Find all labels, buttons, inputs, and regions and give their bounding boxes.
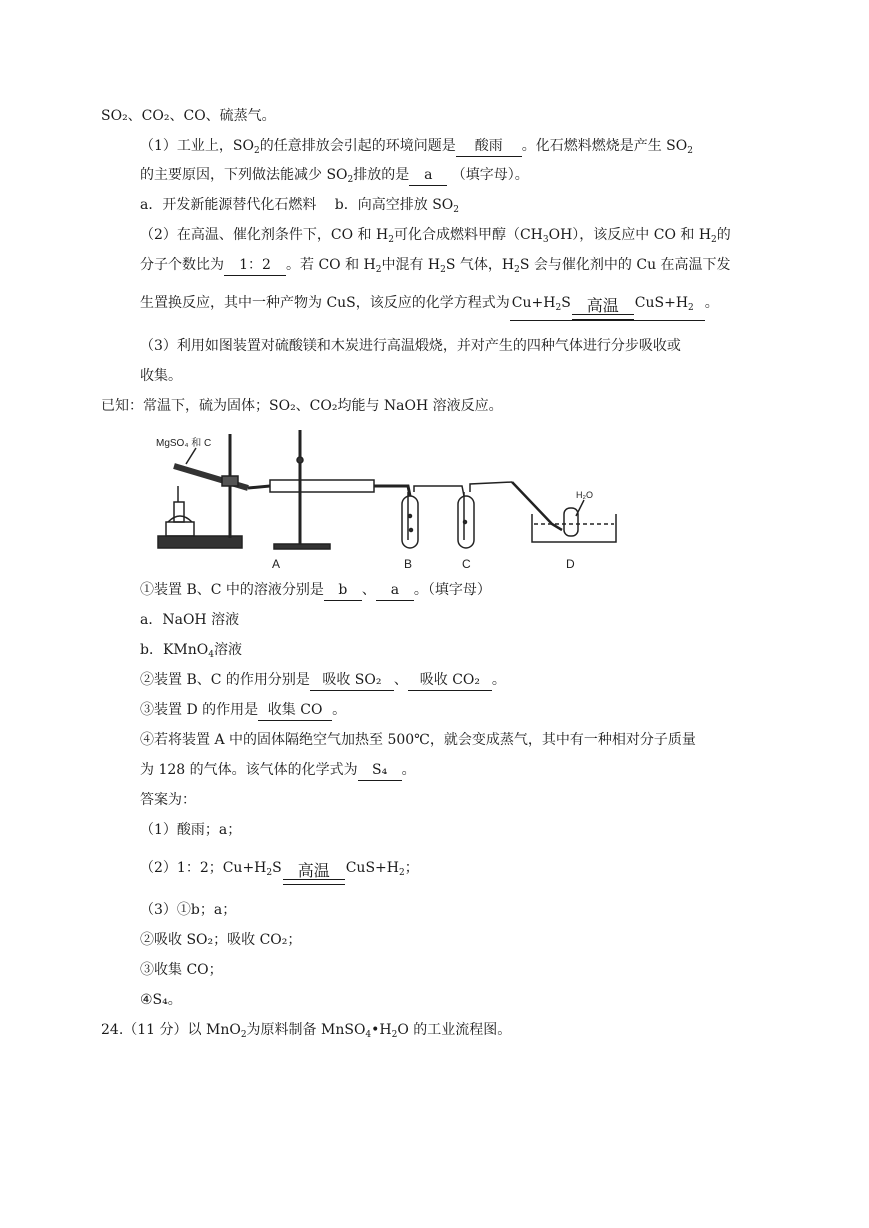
label-d: D bbox=[566, 557, 575, 571]
answer-blank: 收集 CO bbox=[258, 700, 332, 721]
answer-blank: a bbox=[409, 165, 447, 186]
question-1-line-1: （1）工业上，$SO_2$的任意排放会引起的环境问题是 酸雨 。化石燃料燃烧是产生 $SO_2$ bbox=[140, 138, 693, 156]
question-1-options: a．开发新能源替代化石燃料 b．向高空排放 $SO_2$ bbox=[140, 197, 460, 215]
option-a: a．NaOH 溶液 bbox=[140, 612, 240, 628]
known-condition: 已知：常温下，硫为固体；SO₂、CO₂均能与 NaOH 溶液反应。 bbox=[101, 398, 503, 414]
answer-blank: 吸收 CO₂ bbox=[408, 670, 492, 691]
question-3-line-1: （3）利用如图装置对硫酸镁和木炭进行高温煅烧，并对产生的四种气体进行分步吸收或 bbox=[140, 338, 681, 354]
answer-equation: $Cu+H_2S$ 高温 $CuS+H_2$ bbox=[510, 293, 705, 321]
sub-question-2: ②装置 B、C 的作用分别是 吸收 SO₂ 、 吸收 CO₂ 。 bbox=[140, 670, 506, 691]
answer-blank: b bbox=[324, 580, 362, 601]
question-2-line-3: 生置换反应，其中一种产物为 CuS，该反应的化学方程式为 $Cu+H_2S$ 高温 $CuS+H_2$ 。 bbox=[140, 293, 719, 321]
sub-question-1: ①装置 B、C 中的溶液分别是 b 、 a 。（填字母） bbox=[140, 580, 491, 601]
label-b: B bbox=[404, 557, 413, 571]
answer-6: ④S₄。 bbox=[140, 992, 182, 1008]
answer-blank: 酸雨 bbox=[456, 136, 522, 157]
sub-question-3: ③装置 D 的作用是 收集 CO 。 bbox=[140, 700, 346, 721]
question-2-line-2: 分子个数比为 1：2 。若 CO 和 $H_2$中混有 $H_2S$ 气体，$H_2S$ 会与催化剂中的 Cu 在高温下发 bbox=[140, 257, 731, 275]
experiment-apparatus-figure bbox=[152, 426, 622, 572]
question-3-line-2: 收集。 bbox=[140, 368, 182, 384]
answer-blank: 吸收 SO₂ bbox=[310, 670, 394, 691]
answer-blank: 1：2 bbox=[224, 255, 286, 276]
reaction-condition: 高温 bbox=[586, 296, 619, 315]
answer-5: ③收集 CO； bbox=[140, 962, 223, 978]
water-label: H₂O bbox=[576, 490, 593, 500]
answer-4: ②吸收 SO₂；吸收 CO₂； bbox=[140, 932, 302, 948]
answer-1: （1）酸雨；a； bbox=[140, 822, 242, 838]
sub-question-4-line-1: ④若将装置 A 中的固体隔绝空气加热至 500℃，就会变成蒸气，其中有一种相对分子质量 bbox=[140, 732, 696, 748]
question-2-line-1: （2）在高温、催化剂条件下，CO 和 $H_2$可化合成燃料甲醇$(CH_3OH)$，该反应中 CO 和 $H_2$的 bbox=[140, 227, 731, 245]
text-line: SO₂、CO₂、CO、硫蒸气。 bbox=[101, 108, 276, 124]
label-c: C bbox=[462, 557, 471, 571]
reagent-label: MgSO₄ 和 C bbox=[156, 438, 212, 449]
question-24: 24.（11 分）以 MnO$_2$为原料制备 $MnSO_4•H_2O$ 的工业流程图。 bbox=[101, 1022, 512, 1040]
answer-3: （3）①b；a； bbox=[140, 902, 237, 918]
answer-title: 答案为： bbox=[140, 792, 196, 808]
reaction-condition: 高温 bbox=[297, 861, 330, 880]
label-a: A bbox=[272, 557, 281, 571]
question-1-line-2: 的主要原因，下列做法能减少 $SO_2$排放的是 a （填字母）。 bbox=[140, 167, 529, 185]
answer-blank: a bbox=[376, 580, 414, 601]
option-b: b．KMnO$_4$溶液 bbox=[140, 642, 242, 660]
answer-2: （2）1：2；$Cu+H_2S$ 高温 $CuS+H_2$； bbox=[140, 858, 419, 885]
answer-blank: S₄ bbox=[358, 760, 402, 781]
sub-question-4-line-2: 为 128 的气体。该气体的化学式为 S₄ 。 bbox=[140, 760, 416, 781]
